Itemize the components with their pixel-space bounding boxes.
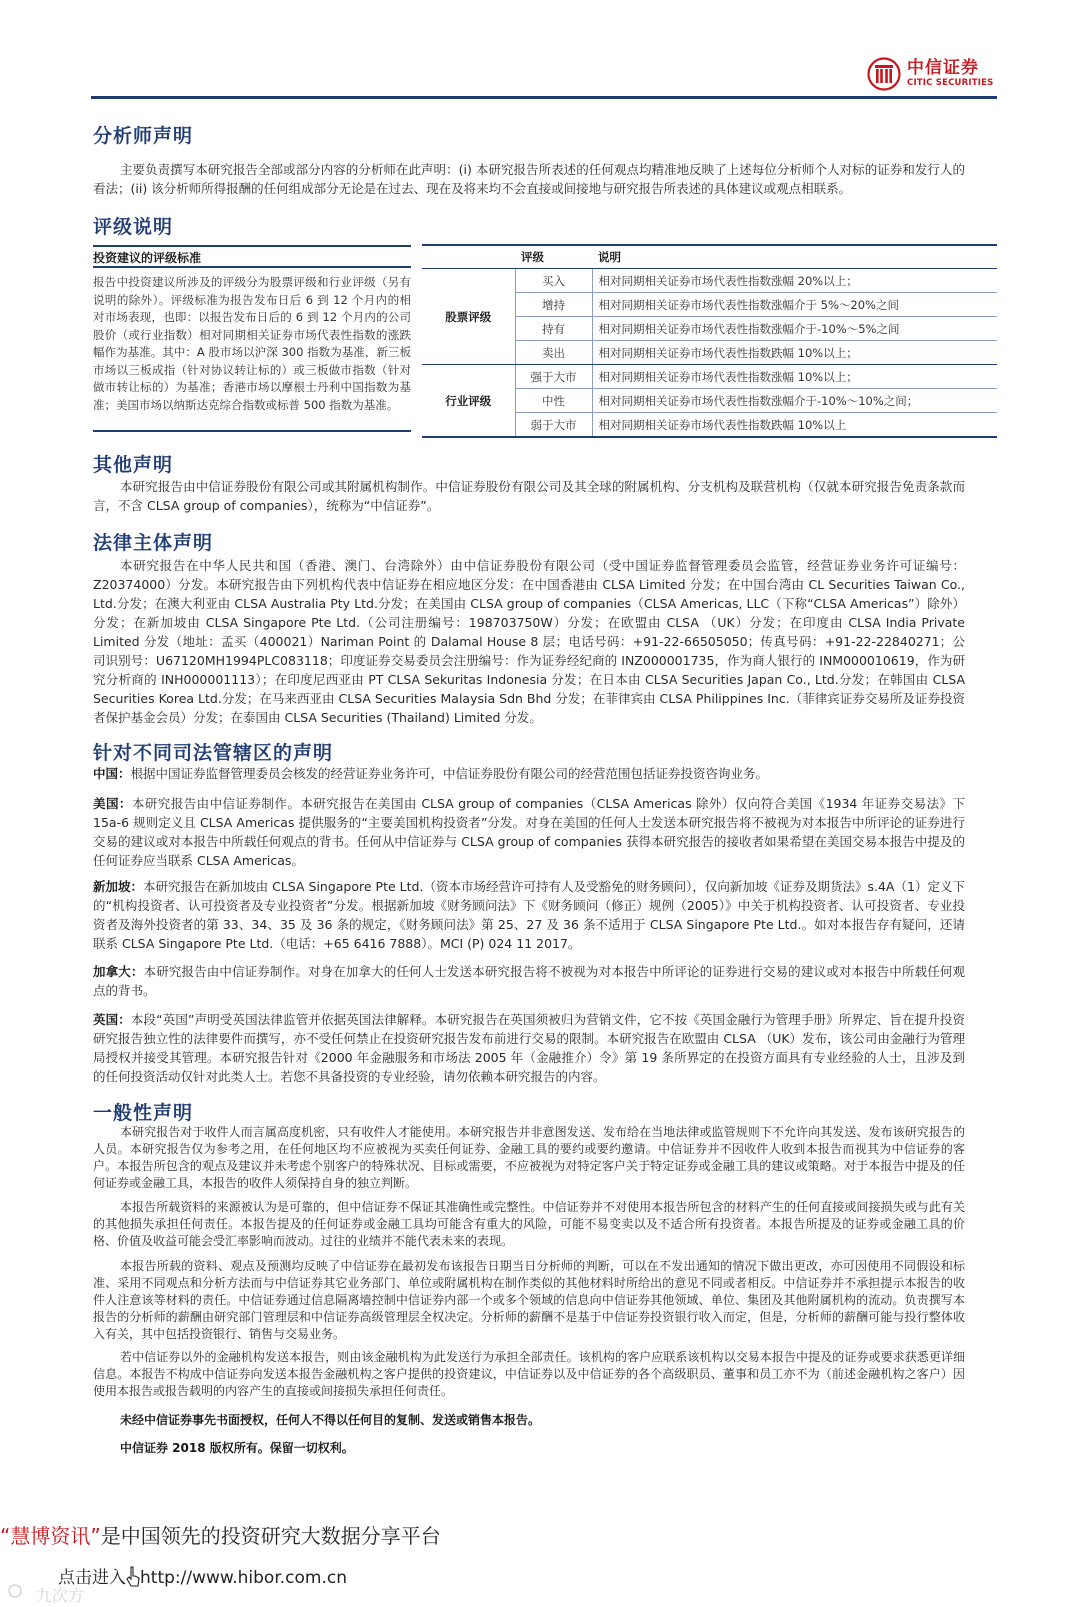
jurisdiction-canada [93, 962, 965, 1000]
table-row [422, 269, 997, 293]
analyst-title: 分析师声明 [93, 125, 194, 147]
analyst-body: 主要负责撰写本研究报告全部或部分内容的分析师在此声明：(i) 本研究报告所表述的任何观点均精准地反映了上述每位分析师个人对标的证券和发行人的看法；(ii) 该分析师所得报酬的任何组成部分无论是在过去、现在及将来均不会直接或间接地与研究报告所表述的具体建议或观点相联系。 [93, 162, 965, 196]
other-title: 其他声明 [93, 454, 174, 476]
rating-table-header [422, 245, 997, 269]
copyright-bold: 中信证券 2018 版权所有。保留一切权利。 [120, 1441, 354, 1455]
general-para-3: 本报告所载的资料、观点及预测均反映了中信证券在最初发布该报告日期当日分析师的判断，可以在不发出通知的情况下做出更改，亦可因使用不同假设和标准、采用不同观点和分析方法而与中信证券其它业务部门、单位或附属机构在制作类似的其他材料时所给出的意见不同或者相反。中信证券并不承担提示本报告的收件人注意该等材料的责任。中信证券通过信息隔离墙控制中信证券内部一个或多个领域的信息向中信证券其他领域、单位、集团及其他附属机构的流动。负责撰写本报告的分析师的薪酬由研究部门管理层和中信证券高级管理层全权决定。分析师的薪酬不是基于中信证券投资银行收入而定，但是，分析师的薪酬可能与投行整体收入有关，其中包括投资银行、销售与交易业务。 [93, 1259, 965, 1341]
rating-title: 评级说明 [93, 216, 174, 238]
stock-rating-label: 股票评级 [422, 269, 515, 365]
general-para-4: 若中信证券以外的金融机构发送本报告，则由该金融机构为此发送行为承担全部责任。该机构的客户应联系该机构以交易本报告中提及的证券或要求获悉更详细信息。本报告不构成中信证券向发送本报告金融机构之客户提供的投资建议，中信证券以及中信证券的各个高级职员、董事和员工亦不为（前述金融机构之客户）因使用本报告或报告载明的内容产生的直接或间接损失承担任何责任。 [93, 1350, 965, 1398]
rating-desc: 相对同期相关证券市场代表性指数涨幅介于-10%～10%之间； [592, 389, 997, 413]
table-row [422, 365, 997, 389]
rating-desc: 相对同期相关证券市场代表性指数涨幅介于 5%～20%之间 [592, 293, 997, 317]
jurisdiction-body: 本研究报告由中信证券制作。本研究报告在美国由 CLSA group of companies（CLSA Americas 除外）仅向符合美国《1934 年证券交易法》下 15a-6 规则定义且 CLSA Americas 提供服务的“主要美国机构投资者”分发。对身在美国的任何人士发送本研究报告将不被视为对本报告中所评论的证券进行交易的建议或对本报告中所载任何观点的背书。任何从中信证券与 CLSA group of companies 获得本研究报告的接收者如果希望在美国交易本报告中提及的任何证券应当联系 CLSA Americas。 [93, 796, 965, 868]
rating-desc: 相对同期相关证券市场代表性指数跌幅 10%以上； [592, 341, 997, 365]
watermark-icon [8, 1584, 22, 1598]
jurisdiction-body: 根据中国证券监督管理委员会核发的经营证券业务许可，中信证券股份有限公司的经营范围包括证券投资咨询业务。 [130, 766, 769, 781]
jurisdiction-label: 新加坡： [93, 879, 144, 894]
logo-english: CITIC SECURITIES [907, 78, 994, 88]
jurisdiction-body: 本段“英国”声明受英国法律监管并依据英国法律解释。本研究报告在英国须被归为营销文件，它不按《英国金融行为管理手册》所界定、旨在提升投资研究报告独立性的法律要件而撰写，亦不受任何禁止在投资研究报告发布前进行交易的限制。本研究报告在欧盟由 CLSA （UK）发布，该公司由金融行为管理局授权并接受其管理。本研究报告针对《2000 年金融服务和市场法 2005 年（金融推介）令》第 19 条所界定的在投资方面具有专业经验的人士，且涉及到的任何投资活动仅针对此类人士。若您不具备投资的专业经验，请勿依赖本研究报告的内容。 [93, 1012, 965, 1084]
jurisdiction-singapore [93, 877, 965, 953]
general-para-2: 本报告所载资料的来源被认为是可靠的，但中信证券不保证其准确性或完整性。中信证券并不对使用本报告所包含的材料产生的任何直接或间接损失或与此有关的其他损失承担任何责任。本报告提及的任何证券或金融工具均可能含有重大的风险，可能不易变卖以及不适合所有投资者。本报告所提及的证券或金融工具的价格、价值及收益可能会受汇率影响而波动。过往的业绩并不能代表未来的表现。 [93, 1200, 965, 1248]
rating-left-bottom-rule [93, 430, 411, 432]
rating-table [422, 244, 997, 444]
citic-logo-icon [867, 57, 901, 91]
rating-level: 持有 [515, 317, 592, 341]
rating-desc: 相对同期相关证券市场代表性指数涨幅介于-10%～5%之间 [592, 317, 997, 341]
legal-body: 本研究报告在中华人民共和国（香港、澳门、台湾除外）由中信证券股份有限公司（受中国证券监督管理委员会监管，经营证券业务许可证编号：Z20374000）分发。本研究报告由下列机构代表中信证券在相应地区分发：在中国香港由 CLSA Limited 分发；在中国台湾由 CL Securities Taiwan Co., Ltd.分发；在澳大利亚由 CLSA Australia Pty Ltd.分发；在美国由 CLSA group of companies（CLSA Americas, LLC（下称“CLSA Americas”）除外）分发；在新加坡由 CLSA Singapore Pte Ltd.（公司注册编号：198703750W）分发；在欧盟由 CLSA （UK）分发；在印度由 CLSA India Private Limited 分发（地址：孟买（400021）Nariman Point 的 Dalamal House 8 层；电话号码：+91-22-66505050；传真号码：+91-22-22840271；公司识别号：U67120MH1994PLC083118；印度证券交易委员会注册编号：作为证券经纪商的 INZ000001735，作为商人银行的 INM000010619，作为研究分析商的 INH000001113）；在印度尼西亚由 PT CLSA Sekuritas Indonesia 分发；在日本由 CLSA Securities Japan Co., Ltd.分发；在韩国由 CLSA Securities Korea Ltd.分发；在马来西亚由 CLSA Securities Malaysia Sdn Bhd 分发；在菲律宾由 CLSA Philippines Inc.（菲律宾证券交易所及证券投资者保护基金会员）分发；在泰国由 CLSA Securities (Thailand) Limited 分发。 [93, 558, 965, 725]
rating-level: 买入 [515, 269, 592, 293]
jurisdiction-label: 英国： [93, 1012, 131, 1027]
rating-level: 中性 [515, 389, 592, 413]
logo-chinese: 中信证券 [907, 58, 979, 78]
jurisdiction-uk [93, 1010, 965, 1086]
citic-logo [867, 54, 997, 94]
jurisdiction-label: 加拿大： [93, 964, 144, 979]
legal-title: 法律主体声明 [93, 532, 214, 554]
watermark-text: 九次方 [36, 1586, 85, 1605]
jurisdiction-label: 美国： [93, 796, 132, 811]
rating-criteria-header: 投资建议的评级标准 [93, 251, 202, 265]
rating-left-header-rule [93, 266, 411, 268]
footer-brand: “慧博资讯” [0, 1524, 101, 1548]
footer-link-line[interactable] [58, 1563, 347, 1588]
rating-level: 增持 [515, 293, 592, 317]
general-title: 一般性声明 [93, 1102, 194, 1124]
jurisdiction-label: 中国： [93, 766, 131, 781]
col-desc: 说明 [592, 245, 997, 269]
rating-criteria-text: 报告中投资建议所涉及的评级分为股票评级和行业评级（另有说明的除外）。评级标准为报告发布日后 6 到 12 个月内的相对市场表现，也即：以报告发布日后的 6 到 12 个月内的公司股价（或行业指数）相对同期相关证券市场代表性指数的涨跌幅作为基准。其中：A 股市场以沪深 300 指数为基准，新三板市场以三板成指（针对协议转让标的）或三板做市指数（针对做市转让标的）为基准；香港市场以摩根士丹利中国指数为基准；美国市场以纳斯达克综合指数或标普 500 指数为基准。 [93, 275, 411, 412]
jurisdiction-china [93, 764, 965, 783]
rating-level: 卖出 [515, 341, 592, 365]
general-notice-bold: 未经中信证券事先书面授权，任何人不得以任何目的复制、发送或销售本报告。 [120, 1413, 541, 1427]
rating-left-top-rule [93, 245, 411, 247]
rating-level: 强于大市 [515, 365, 592, 389]
footer-promo [0, 1520, 441, 1549]
general-para-1: 本研究报告对于收件人而言属高度机密，只有收件人才能使用。本研究报告并非意图发送、发布给在当地法律或监管规则下不允许向其发送、发布该研究报告的人员。本研究报告仅为参考之用，在任何地区均不应被视为买卖任何证券、金融工具的要约或要约邀请。中信证券并不因收件人收到本报告而视其为中信证券的客户。本报告所包含的观点及建议并未考虑个别客户的特殊状况、目标或需要，不应被视为对特定客户关于特定证券或金融工具的建议或策略。对于本报告中提及的任何证券或金融工具，本报告的收件人须保持自身的独立判断。 [93, 1125, 965, 1190]
jurisdiction-us [93, 794, 965, 870]
rating-desc: 相对同期相关证券市场代表性指数跌幅 10%以上 [592, 413, 997, 438]
industry-rating-label: 行业评级 [422, 365, 515, 438]
header-rule [91, 96, 997, 99]
rating-desc: 相对同期相关证券市场代表性指数涨幅 10%以上； [592, 365, 997, 389]
other-body: 本研究报告由中信证券股份有限公司或其附属机构制作。中信证券股份有限公司及其全球的附属机构、分支机构及联营机构（仅就本研究报告免责条款而言，不含 CLSA group of companies），统称为“中信证券”。 [93, 479, 965, 513]
footer-url[interactable]: http://www.hibor.com.cn [140, 1568, 347, 1588]
rating-level: 弱于大市 [515, 413, 592, 438]
jurisdiction-body: 本研究报告由中信证券制作。对身在加拿大的任何人士发送本研究报告将不被视为对本报告中所评论的证券进行交易的建议或对本报告中所载任何观点的背书。 [93, 964, 965, 998]
footer-tagline: 是中国领先的投资研究大数据分享平台 [100, 1524, 441, 1548]
hand-cursor-icon [126, 1566, 140, 1588]
footer-enter: 点击进入 [58, 1568, 126, 1588]
col-rating: 评级 [515, 245, 592, 269]
jurisdiction-title: 针对不同司法管辖区的声明 [93, 742, 334, 764]
rating-desc: 相对同期相关证券市场代表性指数涨幅 20%以上； [592, 269, 997, 293]
jurisdiction-body: 本研究报告在新加坡由 CLSA Singapore Pte Ltd.（资本市场经营许可持有人及受豁免的财务顾问），仅向新加坡《证券及期货法》s.4A（1）定义下的“机构投资者、认可投资者及专业投资者”分发。根据新加坡《财务顾问法》下《财务顾问（修正）规例（2005）》中关于机构投资者、认可投资者、专业投资者及海外投资者的第 33、34、35 及 36 条的规定，《财务顾问法》第 25、27 及 36 条不适用于 CLSA Singapore Pte Ltd.。如对本报告存有疑问，还请联系 CLSA Singapore Pte Ltd.（电话：+65 6416 7888）。MCI (P) 024 11 2017。 [93, 879, 965, 951]
